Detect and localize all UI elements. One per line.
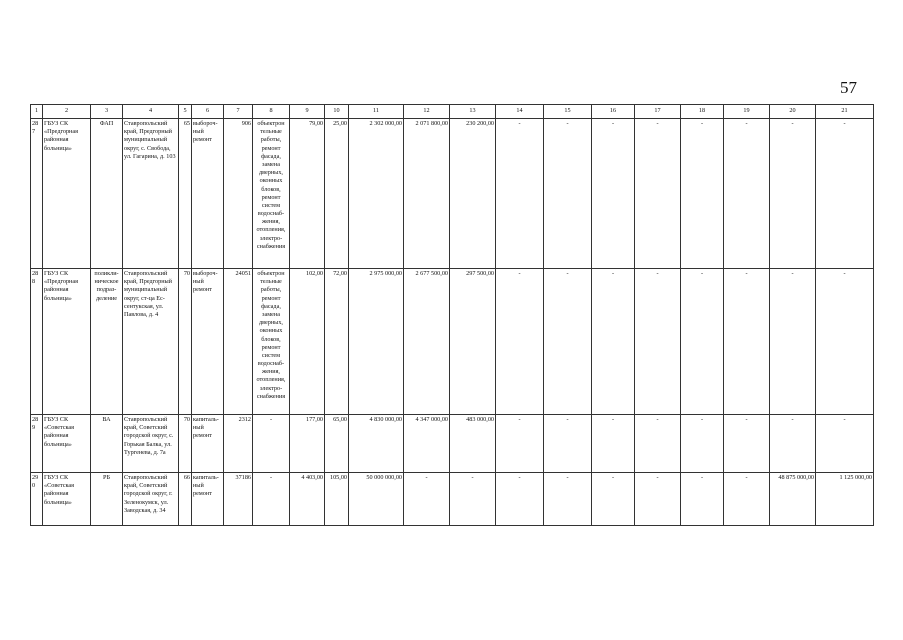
- cell-12: 2 071 800,00: [404, 119, 450, 269]
- document-table: [30, 104, 874, 526]
- header-cell: 18: [681, 105, 724, 119]
- facility-type: ВА: [91, 415, 123, 473]
- cell-11: 2 975 000,00: [349, 269, 404, 415]
- header-cell: 3: [91, 105, 123, 119]
- address: Ставропольский край, Советский городской округ, г. Зеленокумск, ул. Заводская, д. 34: [123, 473, 179, 526]
- work-type: выбороч-ный ремонт: [192, 269, 224, 415]
- header-cell: 1: [31, 105, 43, 119]
- cell-18: -: [681, 119, 724, 269]
- page-number: 57: [840, 78, 857, 97]
- cell-12: 2 677 500,00: [404, 269, 450, 415]
- works-description: объектрон тельные работы, ремонт фасада, замена дверных, оконных блоков, ремонт систем водоснаб-жения, отопления, электро-снабжения: [253, 269, 290, 415]
- header-cell: 2: [43, 105, 91, 119]
- row-number: 288: [31, 269, 43, 415]
- cell-15: -: [544, 473, 592, 526]
- cell-11: 50 000 000,00: [349, 473, 404, 526]
- row-number: 289: [31, 415, 43, 473]
- cell-10: 72,00: [325, 269, 349, 415]
- cell-10: 65,00: [325, 415, 349, 473]
- header-cell: 17: [635, 105, 681, 119]
- table-row: [31, 473, 874, 526]
- work-type: капиталь-ный ремонт: [192, 473, 224, 526]
- cell-16: -: [592, 269, 635, 415]
- cell-17: -: [635, 473, 681, 526]
- table-row: [31, 119, 874, 269]
- cell-5: 66: [179, 473, 192, 526]
- header-cell: 21: [816, 105, 874, 119]
- cell-18: -: [681, 473, 724, 526]
- header-cell: 10: [325, 105, 349, 119]
- work-type: выбороч-ный ремонт: [192, 119, 224, 269]
- cell-15: -: [544, 119, 592, 269]
- header-cell: 6: [192, 105, 224, 119]
- cell-7: 906: [224, 119, 253, 269]
- cell-15: -: [544, 415, 592, 473]
- cell-21: 1 125 000,00: [816, 473, 874, 526]
- cell-21: -: [816, 119, 874, 269]
- cell-10: 105,00: [325, 473, 349, 526]
- cell-11: 2 302 000,00: [349, 119, 404, 269]
- cell-7: 24051: [224, 269, 253, 415]
- work-type: капиталь-ный ремонт: [192, 415, 224, 473]
- cell-20: -: [770, 415, 816, 473]
- table-row: [31, 415, 874, 473]
- cell-16: -: [592, 119, 635, 269]
- cell-21: -: [816, 415, 874, 473]
- works-description: объектрон тельные работы, ремонт фасада, замена дверных, оконных блоков, ремонт систем водоснаб-жения, отопления, электро-снабжения: [253, 119, 290, 269]
- cell-15: -: [544, 269, 592, 415]
- cell-19: -: [724, 119, 770, 269]
- header-cell: 5: [179, 105, 192, 119]
- header-cell: 12: [404, 105, 450, 119]
- header-cell: 14: [496, 105, 544, 119]
- header-cell: 7: [224, 105, 253, 119]
- header-cell: 15: [544, 105, 592, 119]
- cell-10: 25,00: [325, 119, 349, 269]
- cell-7: 2312: [224, 415, 253, 473]
- header-cell: 19: [724, 105, 770, 119]
- cell-12: 4 347 000,00: [404, 415, 450, 473]
- cell-5: 65: [179, 119, 192, 269]
- header-cell: 13: [450, 105, 496, 119]
- organization: ГБУЗ СК «Предгорная районная больница»: [43, 119, 91, 269]
- cell-9: 177,00: [290, 415, 325, 473]
- header-cell: 11: [349, 105, 404, 119]
- cell-13: 483 000,00: [450, 415, 496, 473]
- cell-5: 70: [179, 269, 192, 415]
- cell-13: 297 500,00: [450, 269, 496, 415]
- cell-20: -: [770, 119, 816, 269]
- address: Ставропольский край, Предгорный муниципальный округ, с. Свобода, ул. Гагарина, д. 103: [123, 119, 179, 269]
- header-cell: 20: [770, 105, 816, 119]
- row-number: 290: [31, 473, 43, 526]
- cell-11: 4 830 000,00: [349, 415, 404, 473]
- organization: ГБУЗ СК «Советская районная больница»: [43, 473, 91, 526]
- cell-19: -: [724, 415, 770, 473]
- address: Ставропольский край, Советский городской округ, с. Горькая Балка, ул. Тургенева, д. 7а: [123, 415, 179, 473]
- organization: ГБУЗ СК «Предгорная районная больница»: [43, 269, 91, 415]
- cell-18: -: [681, 415, 724, 473]
- cell-14: -: [496, 269, 544, 415]
- header-cell: 8: [253, 105, 290, 119]
- cell-13: -: [450, 473, 496, 526]
- works-description: -: [253, 473, 290, 526]
- cell-13: 230 200,00: [450, 119, 496, 269]
- cell-17: -: [635, 269, 681, 415]
- cell-14: -: [496, 119, 544, 269]
- cell-17: -: [635, 119, 681, 269]
- cell-21: -: [816, 269, 874, 415]
- facility-type: РБ: [91, 473, 123, 526]
- cell-14: -: [496, 473, 544, 526]
- cell-17: -: [635, 415, 681, 473]
- cell-20: -: [770, 269, 816, 415]
- address: Ставропольский край, Предгорный муниципальный округ, ст-ца Ес-сентукская, ул. Павлова, д. 4: [123, 269, 179, 415]
- cell-16: -: [592, 415, 635, 473]
- facility-type: поликли-ническое подраз-деление: [91, 269, 123, 415]
- cell-5: 70: [179, 415, 192, 473]
- cell-16: -: [592, 473, 635, 526]
- row-number: 287: [31, 119, 43, 269]
- organization: ГБУЗ СК «Советская районная больница»: [43, 415, 91, 473]
- cell-14: -: [496, 415, 544, 473]
- cell-19: -: [724, 473, 770, 526]
- cell-9: 102,00: [290, 269, 325, 415]
- cell-9: 4 403,00: [290, 473, 325, 526]
- table-row: [31, 269, 874, 415]
- header-cell: 16: [592, 105, 635, 119]
- cell-12: -: [404, 473, 450, 526]
- header-cell: 9: [290, 105, 325, 119]
- cell-9: 79,00: [290, 119, 325, 269]
- header-row: [31, 105, 874, 119]
- cell-7: 37186: [224, 473, 253, 526]
- header-cell: 4: [123, 105, 179, 119]
- works-description: -: [253, 415, 290, 473]
- cell-18: -: [681, 269, 724, 415]
- cell-20: 48 875 000,00: [770, 473, 816, 526]
- facility-type: ФАП: [91, 119, 123, 269]
- cell-19: -: [724, 269, 770, 415]
